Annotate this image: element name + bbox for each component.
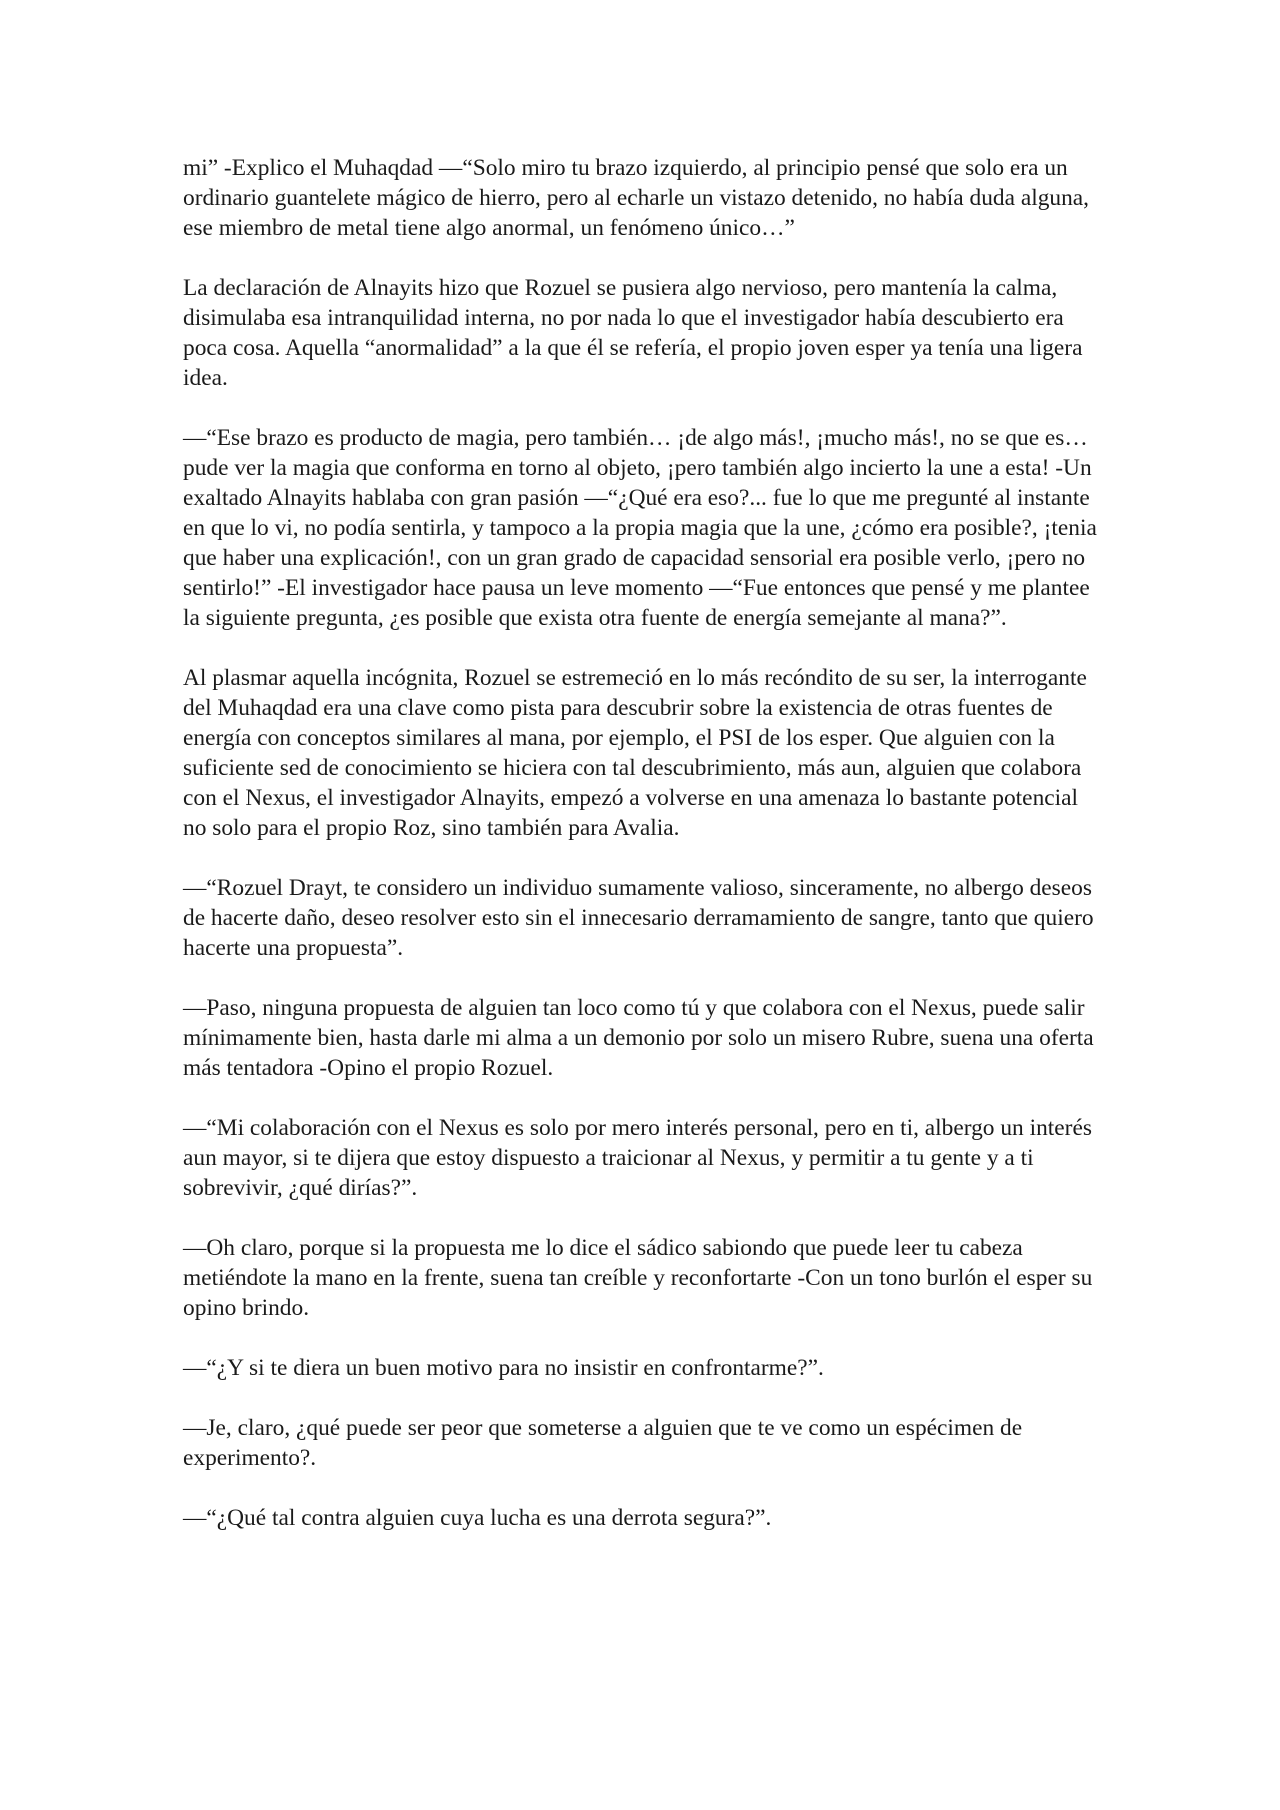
paragraph: —“Ese brazo es producto de magia, pero también… ¡de algo más!, ¡mucho más!, no se que es… pude ver la magia que conforma en torno al objeto, ¡pero también algo incierto la une a esta! -Un exaltado Alnayits hablaba con gran pasión —“¿Qué era eso?... fue lo que me pregunté al instante en que lo vi, no podía sentirla, y tampoco a la propia magia que la une, ¿cómo era posible?, ¡tenia que haber una explicación!, con un gran grado de capacidad sensorial era posible verlo, ¡pero no sentirlo!” -El investigador hace pausa un leve momento —“Fue entonces que pensé y me plantee la siguiente pregunta, ¿es posible que exista otra fuente de energía semejante al mana?”. (183, 425, 1097, 631)
paragraph: —“Mi colaboración con el Nexus es solo por mero interés personal, pero en ti, albergo un interés aun mayor, si te dijera que estoy dispuesto a traicionar al Nexus, y permitir a tu gente y a ti sobrevivir, ¿qué dirías?”. (183, 1115, 1092, 1201)
paragraph: —“¿Y si te diera un buen motivo para no insistir en confrontarme?”. (183, 1355, 824, 1381)
paragraph: —“Rozuel Drayt, te considero un individuo sumamente valioso, sinceramente, no albergo deseos de hacerte daño, deseo resolver esto sin el innecesario derramamiento de sangre, tanto que quiero hacerte una propuesta”. (183, 875, 1094, 961)
body-text (183, 153, 1098, 1563)
paragraph: —Oh claro, porque si la propuesta me lo dice el sádico sabiondo que puede leer tu cabeza metiéndote la mano en la frente, suena tan creíble y reconfortarte -Con un tono burlón el esper su opino brindo. (183, 1235, 1093, 1321)
paragraph: —“¿Qué tal contra alguien cuya lucha es una derrota segura?”. (183, 1505, 772, 1531)
paragraph: mi” -Explico el Muhaqdad —“Solo miro tu brazo izquierdo, al principio pensé que solo era un ordinario guantelete mágico de hierro, pero al echarle un vistazo detenido, no había duda alguna, ese miembro de metal tiene algo anormal, un fenómeno único…” (183, 155, 1090, 241)
paragraph: La declaración de Alnayits hizo que Rozuel se pusiera algo nervioso, pero mantenía la calma, disimulaba esa intranquilidad interna, no por nada lo que el investigador había descubierto era poca cosa. Aquella “anormalidad” a la que él se refería, el propio joven esper ya tenía una ligera idea. (183, 275, 1083, 391)
paragraph: —Paso, ninguna propuesta de alguien tan loco como tú y que colabora con el Nexus, puede salir mínimamente bien, hasta darle mi alma a un demonio por solo un misero Rubre, suena una oferta más tentadora -Opino el propio Rozuel. (183, 995, 1094, 1081)
paragraph: —Je, claro, ¿qué puede ser peor que someterse a alguien que te ve como un espécimen de experimento?. (183, 1415, 1023, 1471)
paragraph: Al plasmar aquella incógnita, Rozuel se estremeció en lo más recóndito de su ser, la interrogante del Muhaqdad era una clave como pista para descubrir sobre la existencia de otras fuentes de energía con conceptos similares al mana, por ejemplo, el PSI de los esper. Que alguien con la suficiente sed de conocimiento se hiciera con tal descubrimiento, más aun, alguien que colabora con el Nexus, el investigador Alnayits, empezó a volverse en una amenaza lo bastante potencial no solo para el propio Roz, sino también para Avalia. (183, 665, 1087, 841)
